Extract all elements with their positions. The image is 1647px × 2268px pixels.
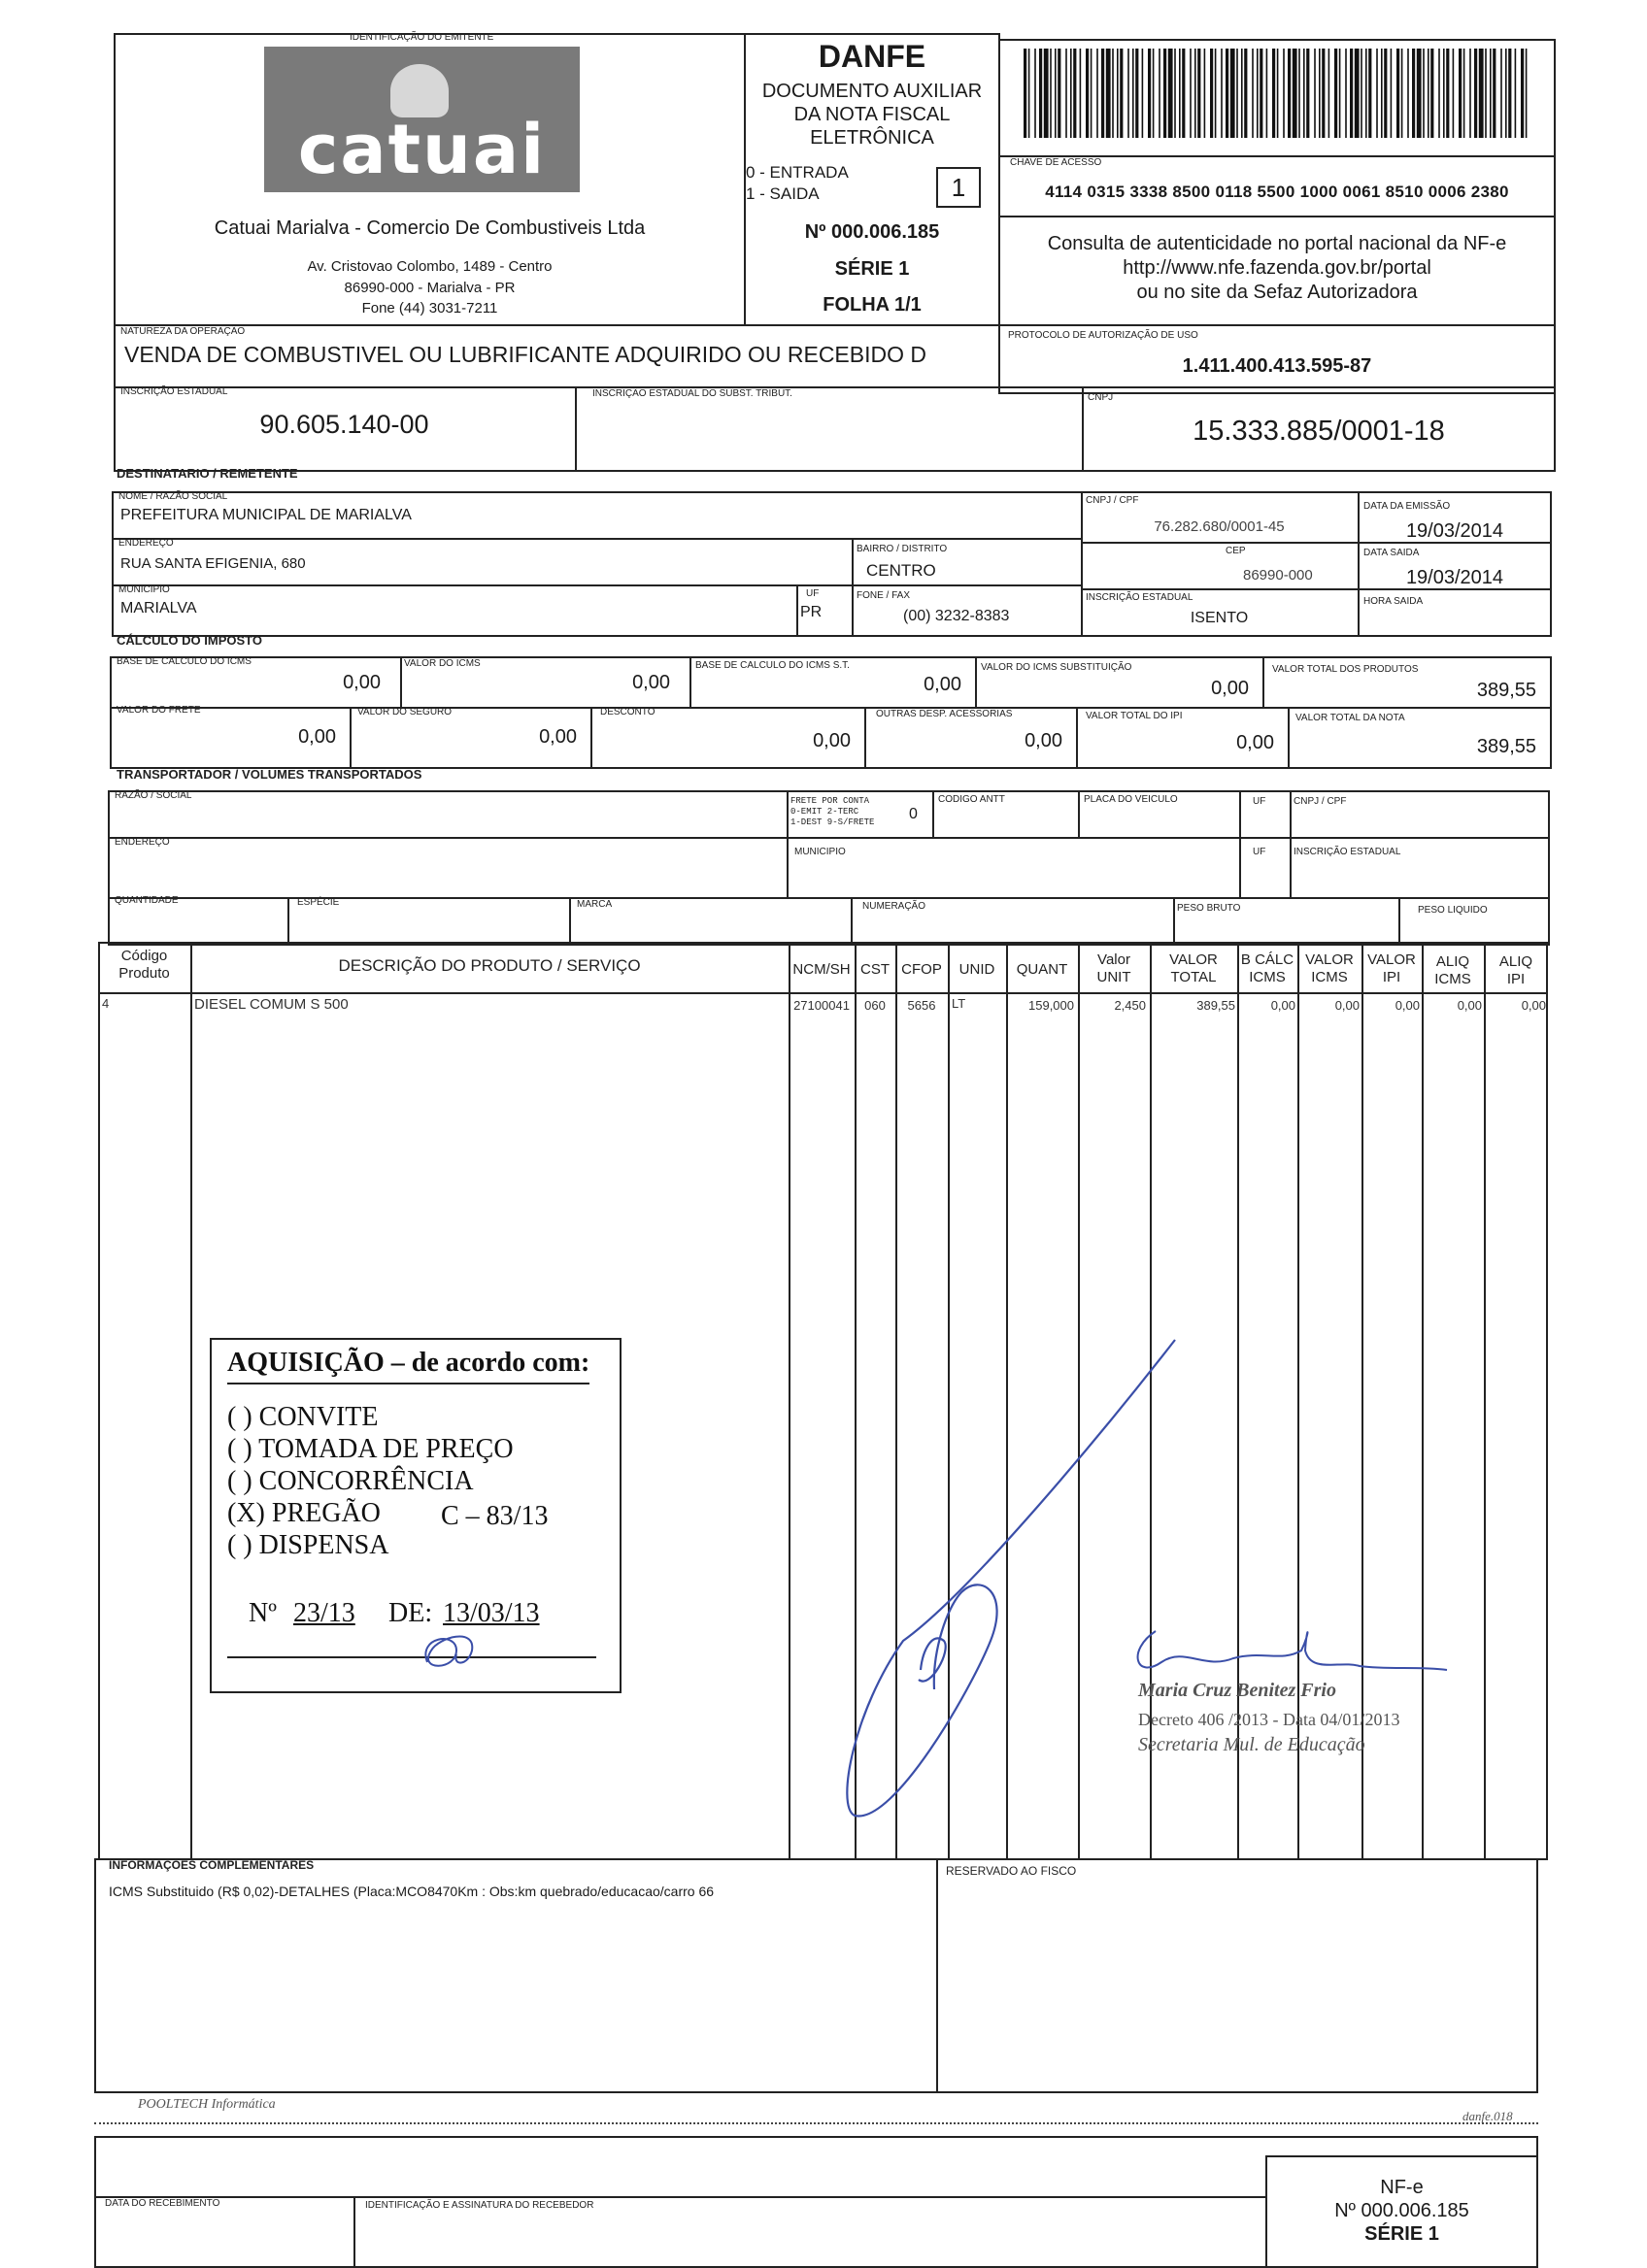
- transp-row-divider-1: [108, 837, 1550, 839]
- dest-nome-label: NOME / RAZÃO SOCIAL: [118, 491, 228, 502]
- dest-endereco-label: ENDEREÇO: [118, 538, 174, 549]
- th-vicms-line-2: ICMS: [1311, 969, 1348, 985]
- dest-cep-label: CEP: [1226, 546, 1246, 556]
- transp-uf2-label: UF: [1253, 847, 1266, 857]
- danfe-tipo-box: 1: [936, 167, 981, 208]
- danfe-subtitle-2: DA NOTA FISCAL: [793, 104, 951, 125]
- transp-municipio-label: MUNICIPIO: [794, 847, 846, 857]
- natureza-label: NATUREZA DA OPERAÇÃO: [120, 326, 246, 337]
- dest-ie-label: INSCRIÇÃO ESTADUAL: [1086, 592, 1193, 603]
- canhoto-row-divider: [94, 2196, 1265, 2198]
- transp-frete-line-2: 0-EMIT 2-TERC: [790, 807, 859, 817]
- consulta-line-1: Consulta de autenticidade no portal nacional da NF-e: [1047, 233, 1507, 254]
- ipi-value: 0,00: [1236, 732, 1274, 753]
- transp-uf-label: UF: [1253, 796, 1266, 807]
- stamp-option-dispensa: ( ) DISPENSA: [227, 1530, 389, 1560]
- danfe-title: DANFE: [818, 39, 926, 74]
- stamp-option-pregao: (X) PREGÃO: [227, 1498, 381, 1528]
- signature-block: [1138, 1680, 1399, 1756]
- th-vunit: [1078, 951, 1150, 986]
- natureza-value: VENDA DE COMBUSTIVEL OU LUBRIFICANTE ADQUIRIDO OU RECEBIDO D: [124, 342, 927, 367]
- stamp-option-tomada: ( ) TOMADA DE PREÇO: [227, 1434, 514, 1464]
- valor-icms-label: VALOR DO ICMS: [404, 658, 481, 669]
- imp-col-7: [864, 707, 866, 769]
- imposto-row-divider: [110, 707, 1552, 709]
- th-bcalc-line-1: B CÁLC: [1240, 951, 1294, 968]
- protocolo-value: 1.411.400.413.595-87: [1182, 355, 1372, 377]
- transporte-section-label: TRANSPORTADOR / VOLUMES TRANSPORTADOS: [117, 767, 422, 782]
- transp-col-5: [1290, 790, 1292, 897]
- valor-st-label: VALOR DO ICMS SUBSTITUIÇÃO: [981, 662, 1132, 673]
- dest-nome-value: PREFEITURA MUNICIPAL DE MARIALVA: [120, 507, 412, 523]
- transp-col-8: [851, 897, 853, 946]
- dest-municipio-value: MARIALVA: [120, 600, 197, 617]
- canhoto-nfe-top: [1265, 2155, 1538, 2157]
- transp-antt-label: CODIGO ANTT: [938, 794, 1005, 805]
- canhoto-serie: SÉRIE 1: [1364, 2223, 1439, 2245]
- transp-ie-label: INSCRIÇÃO ESTADUAL: [1294, 847, 1401, 857]
- dest-ie-value: ISENTO: [1190, 610, 1249, 626]
- stamp-data: 13/03/13: [443, 1598, 540, 1628]
- dest-col-divider-4: [796, 584, 798, 637]
- base-st-label: BASE DE CALCULO DO ICMS S.T.: [695, 660, 850, 671]
- software-credit: POOLTECH Informática: [138, 2097, 276, 2112]
- protocolo-label: PROTOCOLO DE AUTORIZAÇÃO DE USO: [1008, 330, 1198, 341]
- emitente-section-label: IDENTIFICAÇÃO DO EMITENTE: [350, 32, 494, 43]
- cell-vicms: 0,00: [1334, 998, 1360, 1013]
- consulta-line-3: ou no site da Sefaz Autorizadora: [1136, 282, 1418, 303]
- cut-line: [94, 2122, 1538, 2124]
- dest-saida-label: DATA SAIDA: [1363, 548, 1420, 558]
- cell-bcalc: 0,00: [1270, 998, 1295, 1013]
- desconto-value: 0,00: [813, 730, 851, 751]
- cnpj-label: CNPJ: [1088, 392, 1114, 403]
- th-aicms-line-2: ICMS: [1434, 971, 1471, 987]
- th-vtotal: [1150, 951, 1237, 986]
- emitente-phone: Fone (44) 3031-7211: [361, 300, 498, 317]
- destinatario-section-label: DESTINATARIO / REMETENTE: [117, 466, 298, 481]
- dest-emissao-value: 19/03/2014: [1405, 520, 1504, 542]
- dest-hora-label: HORA SAIDA: [1363, 596, 1424, 607]
- th-bcalc-line-2: ICMS: [1249, 969, 1286, 985]
- th-aipi: [1484, 953, 1548, 988]
- dest-endereco-value: RUA SANTA EFIGENIA, 680: [120, 555, 306, 572]
- dest-municipio-label: MUNICIPIO: [118, 584, 170, 595]
- danfe-folha: FOLHA 1/1: [823, 294, 922, 316]
- complementares-label: INFORMAÇÕES COMPLEMENTARES: [109, 1858, 315, 1872]
- emitente-name: Catuai Marialva - Comercio De Combustiveis Ltda: [214, 217, 646, 239]
- dest-fone-label: FONE / FAX: [857, 590, 911, 601]
- valor-icms-value: 0,00: [632, 672, 670, 693]
- th-unid: UNID: [958, 961, 995, 978]
- cell-vipi: 0,00: [1395, 998, 1420, 1013]
- th-vtotal-line-2: TOTAL: [1170, 969, 1217, 985]
- danfe-numero: Nº 000.006.185: [804, 221, 940, 243]
- danfe-serie: SÉRIE 1: [834, 258, 910, 280]
- dest-cep-value: 86990-000: [1243, 567, 1313, 584]
- dest-row-divider-2: [112, 584, 1081, 586]
- dest-cnpj-label: CNPJ / CPF: [1086, 495, 1139, 506]
- transp-qtd-label: QUANTIDADE: [115, 895, 179, 906]
- th-vipi: [1361, 951, 1422, 986]
- cell-aicms: 0,00: [1457, 998, 1482, 1013]
- total-prod-label: VALOR TOTAL DOS PRODUTOS: [1272, 664, 1419, 675]
- transp-col-9: [1173, 897, 1175, 946]
- company-logo: [264, 47, 580, 192]
- th-aipi-line-2: IPI: [1506, 971, 1526, 987]
- logo-text: catuai: [297, 110, 547, 189]
- transp-peso-liquido-label: PESO LIQUIDO: [1418, 905, 1488, 916]
- cnpj-value: 15.333.885/0001-18: [1193, 416, 1445, 447]
- th-aipi-line-1: ALIQ: [1498, 953, 1533, 970]
- frete-value: 0,00: [298, 726, 336, 748]
- stamp-signature-line: [227, 1656, 596, 1658]
- cell-ncm: 27100041: [793, 998, 850, 1013]
- complementares-text: ICMS Substituido (R$ 0,02)-DETALHES (Placa:MCO8470Km : Obs:km quebrado/educacao/carro 66: [109, 1884, 715, 1899]
- th-cfop: CFOP: [901, 961, 942, 978]
- itens-col-6: [1006, 942, 1008, 1860]
- th-vicms-line-1: VALOR: [1305, 951, 1354, 968]
- dest-emissao-label: DATA DA EMISSÃO: [1363, 501, 1451, 512]
- cell-unid: LT: [952, 996, 966, 1011]
- danfe-subtitle-3: ELETRÔNICA: [810, 127, 934, 149]
- chave-label: CHAVE DE ACESSO: [1010, 157, 1102, 168]
- dest-fone-value: (00) 3232-8383: [903, 608, 1010, 624]
- cell-quant: 159,000: [1028, 998, 1074, 1013]
- transp-frete-line-3: 1-DEST 9-S/FRETE: [790, 817, 875, 827]
- recebimento-label: DATA DO RECEBIMENTO: [105, 2198, 220, 2209]
- transp-col-1: [787, 790, 789, 897]
- imp-col-8: [1076, 707, 1078, 769]
- valor-st-value: 0,00: [1211, 678, 1249, 699]
- chave-value: 4114 0315 3338 8500 0118 5500 1000 0061 8510 0006 2380: [1045, 183, 1509, 201]
- ipi-label: VALOR TOTAL DO IPI: [1086, 711, 1183, 721]
- dest-cnpj-value: 76.282.680/0001-45: [1154, 518, 1285, 535]
- stamp-title: AQUISIÇÃO – de acordo com:: [227, 1348, 589, 1384]
- base-st-value: 0,00: [924, 674, 961, 695]
- table-row: [98, 994, 1548, 1016]
- consulta-divider: [998, 216, 1556, 217]
- emitente-address: Av. Cristovao Colombo, 1489 - Centro: [307, 258, 553, 275]
- outras-value: 0,00: [1025, 730, 1062, 751]
- cell-vunit: 2,450: [1114, 998, 1146, 1013]
- danfe-subtitle-1: DOCUMENTO AUXILIAR: [761, 81, 983, 102]
- transp-endereco-label: ENDEREÇO: [115, 837, 170, 848]
- aquisicao-stamp: [210, 1338, 622, 1693]
- itens-col-13: [1484, 942, 1486, 1860]
- dest-uf-label: UF: [806, 588, 820, 599]
- transp-frete-box: [790, 796, 874, 828]
- seguro-label: VALOR DO SEGURO: [357, 707, 453, 717]
- imp-col-5: [350, 707, 352, 769]
- cell-descricao: DIESEL COMUM S 500: [194, 996, 349, 1013]
- transp-col-4: [1239, 790, 1241, 897]
- dest-uf-value: PR: [800, 604, 823, 620]
- canhoto-nfe: NF-e: [1380, 2177, 1424, 2198]
- th-codigo-line-2: Produto: [118, 965, 170, 982]
- transp-col-2: [932, 790, 934, 837]
- base-icms-label: BASE DE CALCULO DO ICMS: [117, 656, 252, 667]
- itens-col-2: [789, 942, 790, 1860]
- transp-cnpj-label: CNPJ / CPF: [1294, 796, 1347, 807]
- itens-col-1: [190, 942, 192, 1860]
- th-ncm: NCM/SH: [792, 961, 851, 978]
- canhoto-col-1: [353, 2196, 355, 2268]
- signature-secretaria-text: Secretaria Mul. de Educação: [1138, 1734, 1365, 1755]
- cell-cfop: 5656: [907, 998, 936, 1013]
- th-descricao: DESCRIÇÃO DO PRODUTO / SERVIÇO: [338, 956, 641, 975]
- stamp-option-concorrencia: ( ) CONCORRÊNCIA: [227, 1466, 474, 1496]
- stamp-data-prefix: DE:: [388, 1598, 433, 1628]
- imp-col-1: [400, 656, 402, 707]
- ie-st-label: INSCRIÇÃO ESTADUAL DO SUBST. TRIBUT.: [592, 388, 792, 399]
- transp-frete-value: 0: [909, 806, 918, 822]
- itens-col-12: [1422, 942, 1424, 1860]
- th-vunit-line-2: UNIT: [1096, 969, 1131, 985]
- danfe-entrada: 0 - ENTRADA: [746, 163, 849, 182]
- stamp-numero-prefix: Nº: [249, 1598, 277, 1628]
- th-codigo-line-1: Código: [120, 948, 168, 964]
- seguro-value: 0,00: [539, 726, 577, 748]
- imp-col-2: [689, 656, 691, 707]
- cell-aipi: 0,00: [1521, 998, 1546, 1013]
- emitente-city: 86990-000 - Marialva - PR: [344, 280, 516, 296]
- imp-col-3: [975, 656, 977, 707]
- itens-col-7: [1078, 942, 1080, 1860]
- consulta-link[interactable]: http://www.nfe.fazenda.gov.br/portal: [1123, 257, 1431, 279]
- canhoto-numero: Nº 000.006.185: [1334, 2200, 1469, 2221]
- dest-col-divider-2: [1358, 491, 1360, 637]
- transp-numeracao-label: NUMERAÇÃO: [862, 901, 926, 912]
- total-nota-label: VALOR TOTAL DA NOTA: [1295, 713, 1405, 723]
- th-vtotal-line-1: VALOR: [1169, 951, 1218, 968]
- th-codigo: [98, 948, 190, 983]
- fisco-label: RESERVADO AO FISCO: [946, 1864, 1077, 1878]
- danfe-ref: danfe.018: [1462, 2109, 1513, 2123]
- itens-col-3: [855, 942, 857, 1860]
- transp-col-3: [1078, 790, 1080, 837]
- itens-col-4: [895, 942, 897, 1860]
- th-quant: QUANT: [1016, 961, 1068, 978]
- dest-bairro-value: CENTRO: [866, 561, 936, 580]
- transp-frete-line-1: FRETE POR CONTA: [790, 796, 870, 806]
- stamp-numero: 23/13: [293, 1598, 355, 1628]
- ie-label: INSCRIÇÃO ESTADUAL: [120, 386, 228, 397]
- ie-divider-1: [575, 386, 577, 472]
- th-aicms: [1422, 953, 1484, 988]
- transp-razao-label: RAZÃO / SOCIAL: [115, 790, 192, 801]
- th-aicms-line-1: ALIQ: [1435, 953, 1470, 970]
- th-vipi-line-1: VALOR: [1367, 951, 1416, 968]
- stamp-option-convite: ( ) CONVITE: [227, 1402, 379, 1432]
- barcode: [1024, 49, 1529, 138]
- cell-codigo: 4: [102, 996, 110, 1011]
- imposto-section-label: CÁLCULO DO IMPOSTO: [117, 633, 262, 648]
- stamp-pregao-ref: C – 83/13: [441, 1501, 549, 1531]
- recebedor-label: IDENTIFICAÇÃO E ASSINATURA DO RECEBEDOR: [365, 2200, 594, 2211]
- dest-saida-value: 19/03/2014: [1405, 567, 1504, 588]
- ie-value: 90.605.140-00: [259, 410, 429, 439]
- transp-marca-label: MARCA: [577, 899, 613, 910]
- imp-col-4: [1262, 656, 1264, 707]
- imp-col-9: [1288, 707, 1290, 769]
- base-icms-value: 0,00: [343, 672, 381, 693]
- imp-col-6: [590, 707, 592, 769]
- total-nota-value: 389,55: [1476, 736, 1536, 757]
- cell-vtotal: 389,55: [1196, 998, 1235, 1013]
- signature-name: Maria Cruz Benitez Frio: [1138, 1680, 1336, 1701]
- transp-col-7: [569, 897, 571, 946]
- frete-label: VALOR DO FRETE: [117, 705, 201, 716]
- th-vipi-line-2: IPI: [1382, 969, 1401, 985]
- transp-placa-label: PLACA DO VEICULO: [1084, 794, 1178, 805]
- th-vunit-line-1: Valor: [1097, 951, 1130, 968]
- desconto-label: DESCONTO: [600, 707, 655, 717]
- dest-bairro-label: BAIRRO / DISTRITO: [857, 544, 948, 554]
- th-vicms: [1297, 951, 1361, 986]
- dest-row-divider-1: [112, 538, 1081, 540]
- signature-decreto: Decreto 406 /2013 - Data 04/01/2013: [1138, 1710, 1400, 1729]
- total-prod-value: 389,55: [1476, 680, 1536, 701]
- complementares-divider: [936, 1858, 938, 2093]
- transp-peso-bruto-label: PESO BRUTO: [1177, 903, 1241, 914]
- outras-label: OUTRAS DESP. ACESSORIAS: [876, 709, 1013, 719]
- transp-col-6: [287, 897, 289, 946]
- danfe-saida: 1 - SAIDA: [746, 184, 820, 203]
- transp-especie-label: ESPÉCIE: [297, 897, 340, 908]
- dest-col-divider-3: [852, 538, 854, 637]
- th-cst: CST: [860, 961, 890, 978]
- cell-cst: 060: [864, 998, 886, 1013]
- transp-col-10: [1398, 897, 1400, 946]
- th-bcalc: [1237, 951, 1297, 986]
- itens-col-5: [948, 942, 950, 1860]
